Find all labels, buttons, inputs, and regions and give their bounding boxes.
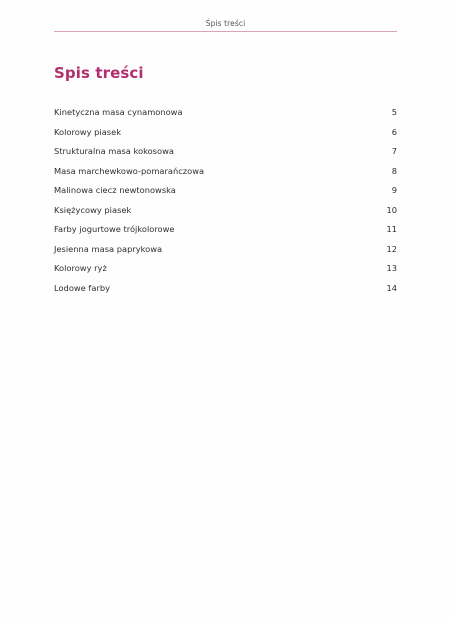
toc-entry-page-number: 10 <box>386 204 397 215</box>
toc-entry-page-number: 7 <box>391 146 397 156</box>
table-of-contents <box>54 107 397 302</box>
toc-entry[interactable] <box>54 244 397 264</box>
toc-entry[interactable] <box>54 224 397 244</box>
toc-entry-label: Masa marchewkowo-pomarańczowa <box>54 165 205 176</box>
toc-entry-label: Malinowa ciecz newtonowska <box>54 185 176 195</box>
page-title: Spis treści <box>54 64 144 82</box>
toc-entry-page-number: 8 <box>391 165 397 176</box>
toc-entry-page-number: 14 <box>386 282 397 293</box>
toc-entry[interactable] <box>54 146 397 166</box>
toc-entry-page-number: 6 <box>391 126 397 137</box>
toc-entry[interactable] <box>54 263 397 283</box>
toc-entry-page-number: 13 <box>386 263 397 273</box>
toc-entry-label: Kolorowy ryż <box>54 263 107 273</box>
running-header: Śpis treści <box>205 19 246 28</box>
toc-entry-label: Księżycowy piasek <box>54 204 132 215</box>
toc-entry[interactable] <box>54 283 397 303</box>
toc-entry[interactable] <box>54 107 397 127</box>
toc-entry-label: Kinetyczna masa cynamonowa <box>54 107 183 117</box>
toc-entry[interactable] <box>54 185 397 205</box>
toc-entry-page-number: 5 <box>391 107 397 117</box>
toc-entry[interactable] <box>54 127 397 147</box>
header-divider <box>54 31 397 32</box>
toc-entry-label: Strukturalna masa kokosowa <box>54 146 174 156</box>
toc-entry-label: Jesienna masa paprykowa <box>54 243 163 254</box>
toc-entry[interactable] <box>54 205 397 225</box>
toc-entry-label: Lodowe farby <box>54 282 111 293</box>
toc-entry-page-number: 11 <box>386 224 397 234</box>
toc-entry-label: Kolorowy piasek <box>54 126 122 137</box>
toc-entry[interactable] <box>54 166 397 186</box>
toc-entry-page-number: 9 <box>391 185 397 195</box>
toc-entry-page-number: 12 <box>386 243 397 254</box>
toc-entry-label: Farby jogurtowe trójkolorowe <box>54 224 175 234</box>
